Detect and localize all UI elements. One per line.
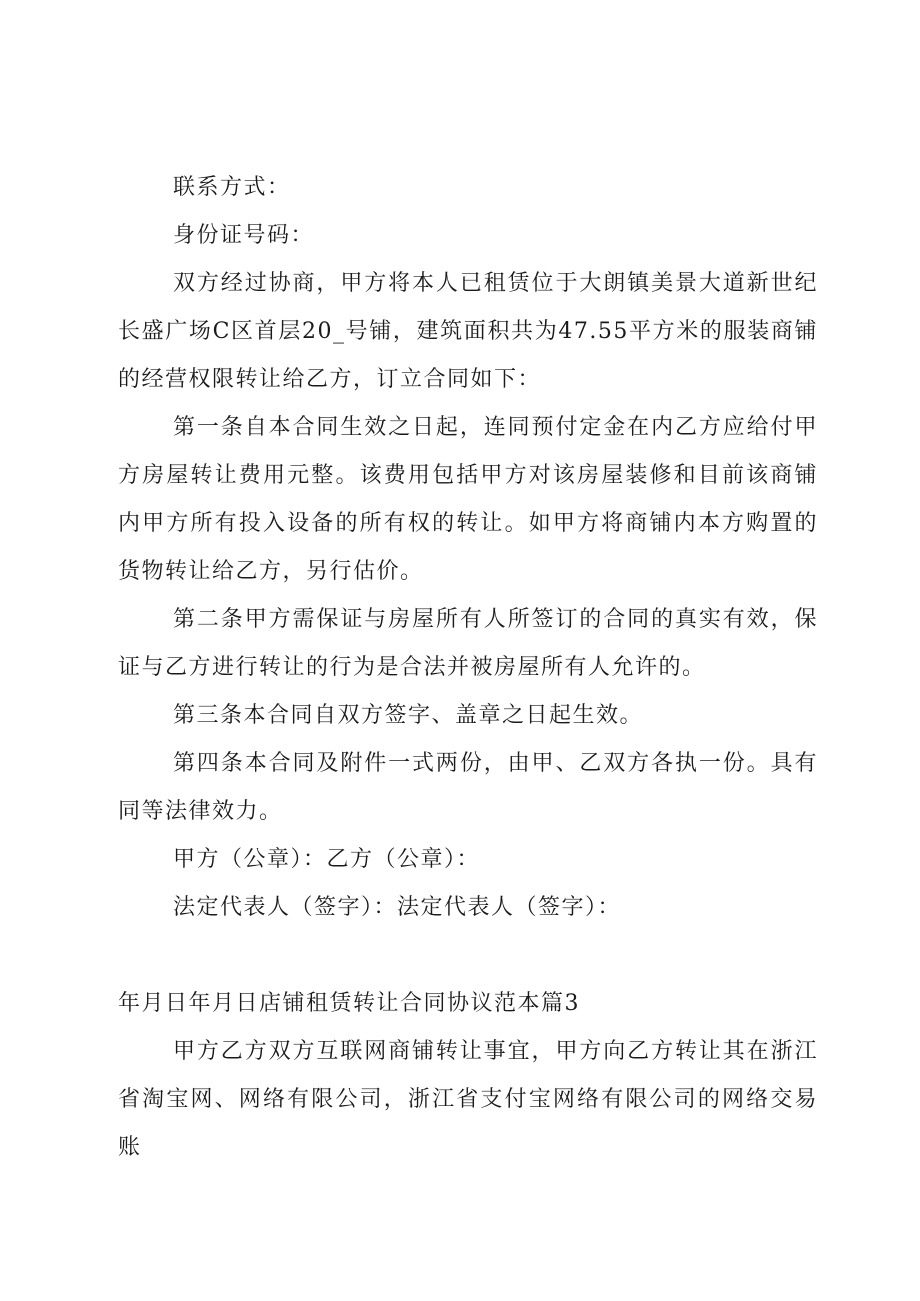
section-title: 年月日年月日店铺租赁转让合同协议范本篇3 [118, 991, 580, 1016]
section-three-first-paragraph: 甲方乙方双方互联网商铺转让事宜，甲方向乙方转让其在浙江省淘宝网、网络有限公司，浙江省支付宝网络有限公司的网络交易账 [118, 1039, 818, 1160]
document-body [118, 164, 818, 1172]
agreement-intro-paragraph: 双方经过协商，甲方将本人已租赁位于大朗镇美景大道新世纪长盛广场C区首层20_号铺，建筑面积共为47.55平方米的服装商铺的经营权限转让给乙方，订立合同如下： [118, 271, 818, 392]
party-seal-line: 甲方（公章）：乙方（公章）： [173, 847, 481, 872]
contact-line: 联系方式： [173, 175, 291, 200]
legal-representative-line: 法定代表人（签字）：法定代表人（签字）： [173, 895, 622, 920]
section-gap [118, 932, 818, 980]
article-four-paragraph: 第四条本合同及附件一式两份，由甲、乙双方各执一份。具有同等法律效力。 [118, 751, 818, 824]
article-three-paragraph: 第三条本合同自双方签字、盖章之日起生效。 [173, 703, 644, 728]
article-one-paragraph: 第一条自本合同生效之日起，连同预付定金在内乙方应给付甲方房屋转让费用元整。该费用包括甲方对该房屋装修和目前该商铺内甲方所有投入设备的所有权的转让。如甲方将商铺内本方购置的货物转让给乙方，另行估价。 [118, 415, 818, 584]
article-two-paragraph: 第二条甲方需保证与房屋所有人所签订的合同的真实有效，保证与乙方进行转让的行为是合法并被房屋所有人允许的。 [118, 607, 818, 680]
id-number-line: 身份证号码： [173, 223, 315, 248]
